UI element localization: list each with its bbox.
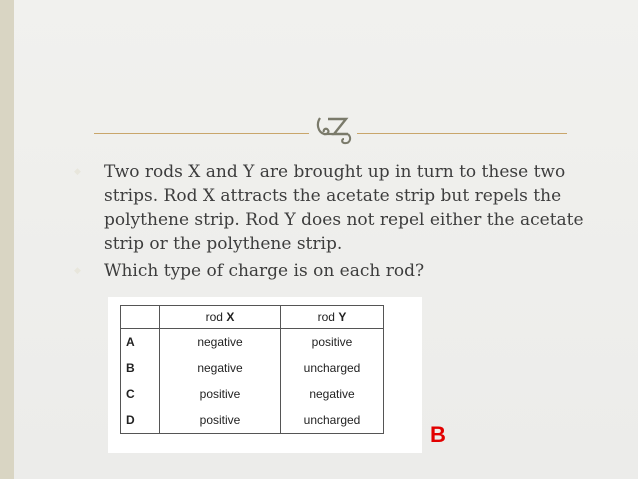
option-letter: C — [121, 381, 160, 407]
header-rod-y: rod Y — [281, 306, 384, 329]
header-blank — [121, 306, 160, 329]
bullet-marker-icon: ◆ — [74, 266, 81, 276]
rod-x-charge: negative — [160, 355, 281, 381]
table-row — [121, 355, 384, 381]
prompt-text: Which type of charge is on each rod? — [104, 261, 425, 281]
bullet-item-question — [14, 160, 614, 256]
rod-x-charge: negative — [160, 329, 281, 356]
scroll-flourish-icon — [314, 112, 354, 148]
option-letter: D — [121, 407, 160, 434]
slide — [14, 0, 638, 479]
answer-options-table-image — [108, 297, 422, 453]
rod-x-charge: positive — [160, 381, 281, 407]
answer-label: B — [430, 422, 446, 447]
question-text: Two rods X and Y are brought up in turn to these two strips. Rod X attracts the acetate strip but repels the polythene strip. Rod Y does not repel either the acetate strip or the polythene strip. — [104, 162, 584, 254]
table-row — [121, 329, 384, 356]
rod-y-charge: uncharged — [281, 355, 384, 381]
divider-right — [357, 133, 567, 134]
table-row — [121, 381, 384, 407]
divider-left — [94, 133, 309, 134]
rod-x-charge: positive — [160, 407, 281, 434]
options-table — [120, 305, 384, 434]
rod-y-charge: negative — [281, 381, 384, 407]
bullet-list — [14, 160, 614, 283]
option-letter: B — [121, 355, 160, 381]
bullet-item-prompt — [14, 259, 614, 283]
rod-y-charge: positive — [281, 329, 384, 356]
rod-y-charge: uncharged — [281, 407, 384, 434]
bullet-marker-icon: ◆ — [74, 167, 81, 177]
table-header-row — [121, 306, 384, 329]
option-letter: A — [121, 329, 160, 356]
header-rod-x: rod X — [160, 306, 281, 329]
table-row — [121, 407, 384, 434]
